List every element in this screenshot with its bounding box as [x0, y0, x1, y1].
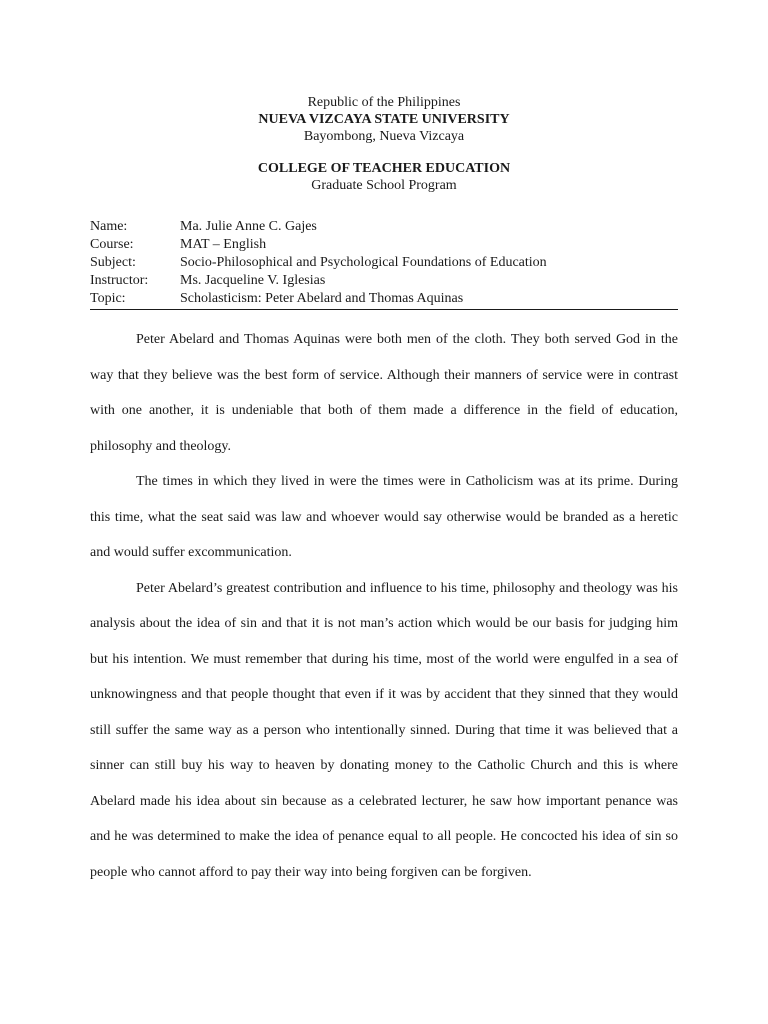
info-label: Topic: — [90, 291, 126, 306]
info-row-topic — [90, 290, 678, 308]
info-label: Name: — [90, 219, 128, 234]
info-value: Scholasticism: Peter Abelard and Thomas Aquinas — [180, 291, 464, 306]
info-value: MAT – English — [180, 237, 267, 252]
info-label: Instructor: — [90, 273, 149, 288]
program-name: Graduate School Program — [311, 178, 457, 193]
university-name: NUEVA VIZCAYA STATE UNIVERSITY — [258, 112, 510, 127]
info-value: Socio-Philosophical and Psychological Foundations of Education — [180, 255, 547, 270]
essay-paragraph: Peter Abelard and Thomas Aquinas were both men of the cloth. They both served God in the way that they believe was the best form of service. Although their manners of service were in contrast with one another, it is undeniable that both of them made a difference in the field of education, philosophy and theology. — [90, 332, 678, 454]
info-label: Course: — [90, 237, 134, 252]
university-location: Bayombong, Nueva Vizcaya — [303, 129, 465, 144]
republic-line: Republic of the Philippines — [307, 95, 461, 110]
student-info-block — [90, 218, 678, 308]
header-divider — [90, 309, 678, 310]
document-header — [0, 94, 768, 194]
info-label: Subject: — [90, 255, 136, 270]
info-value: Ms. Jacqueline V. Iglesias — [180, 273, 326, 288]
info-value: Ma. Julie Anne C. Gajes — [180, 219, 317, 234]
header-spacer — [0, 145, 768, 160]
college-name: COLLEGE OF TEACHER EDUCATION — [257, 161, 511, 176]
essay-paragraph: Peter Abelard’s greatest contribution and influence to his time, philosophy and theology was his analysis about the idea of sin and that it is not man’s action which would be our basis for judging him but his intention. We must remember that during his time, most of the world were engulfed in a sea of unknowingness and that people thought that even if it was by accident that they sinned that they would still suffer the same way as a person who intentionally sinned. During that time it was believed that a sinner can still buy his way to heaven by donating money to the Catholic Church and this is where Abelard made his idea about sin because as a celebrated lecturer, he saw how important penance was and he was determined to make the idea of penance equal to all people. He concocted his idea of sin so people who cannot afford to pay their way into being forgiven can be forgiven. — [90, 580, 678, 880]
essay-body — [90, 322, 678, 890]
info-row-subject — [90, 254, 678, 272]
info-row-instructor — [90, 272, 678, 290]
info-row-course — [90, 236, 678, 254]
info-row-name — [90, 218, 678, 236]
essay-paragraph: The times in which they lived in were the times were in Catholicism was at its prime. During this time, what the seat said was law and whoever would say otherwise would be branded as a heretic and would suffer excommunication. — [90, 474, 678, 560]
